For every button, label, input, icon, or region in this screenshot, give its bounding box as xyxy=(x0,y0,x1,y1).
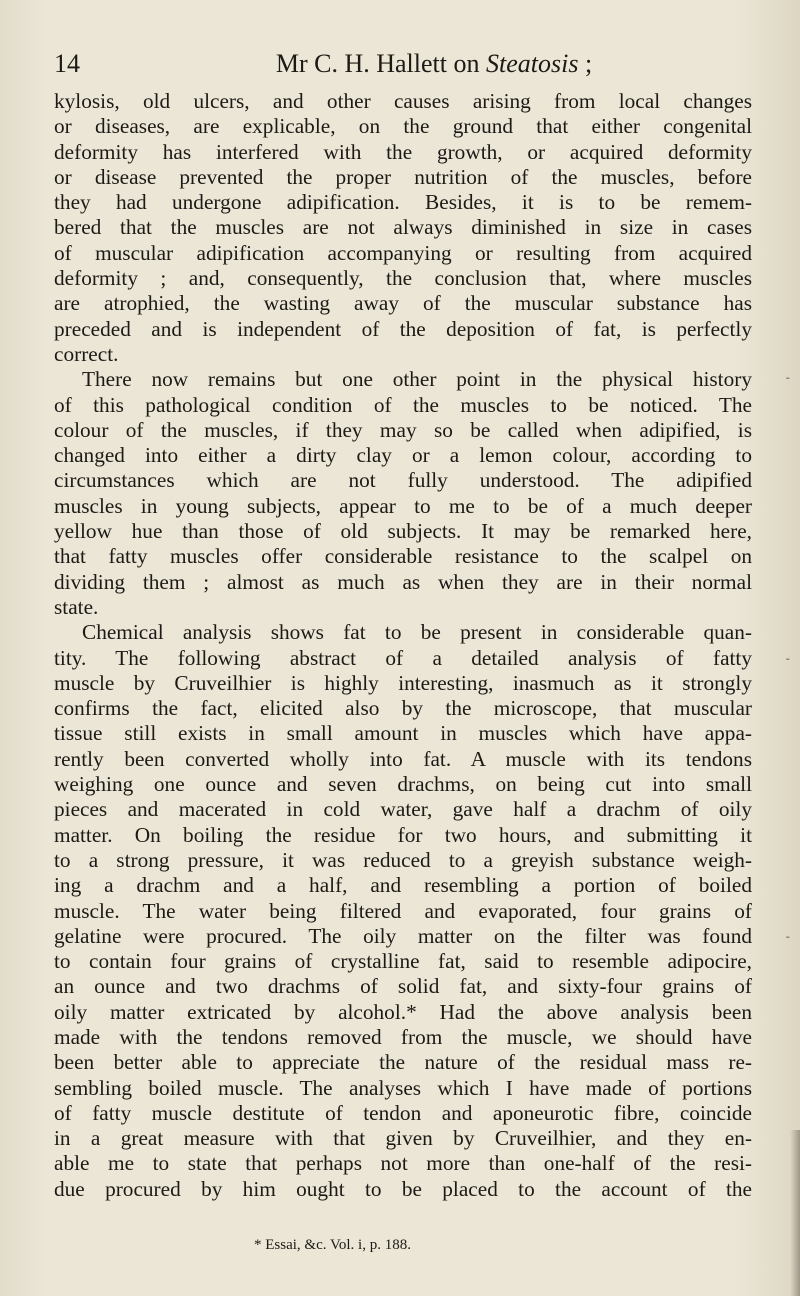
text-line: or disease prevented the proper nutrition of the muscles, before xyxy=(54,164,752,189)
text-line: rently been converted wholly into fat. A muscle with its tendons xyxy=(54,746,752,771)
text-line: are atrophied, the wasting away of the muscular substance has xyxy=(54,291,752,316)
text-line: weighing one ounce and seven drachms, on being cut into small xyxy=(54,772,752,797)
body-text xyxy=(54,89,752,1202)
text-line: an ounce and two drachms of solid fat, and sixty-four grains of xyxy=(54,974,752,999)
text-line: of muscular adipification accompanying or resulting from acquired xyxy=(54,240,752,265)
text-line: preceded and is independent of the deposition of fat, is perfectly xyxy=(54,316,752,341)
text-line: that fatty muscles offer considerable resistance to the scalpel on xyxy=(54,544,752,569)
running-head-italic: Steatosis xyxy=(485,49,579,78)
text-line: kylosis, old ulcers, and other causes arising from local changes xyxy=(54,89,752,113)
text-line: sembling boiled muscle. The analyses which I have made of portions xyxy=(54,1075,752,1100)
text-line: tissue still exists in small amount in muscles which have appa- xyxy=(54,721,752,746)
text-line: matter. On boiling the residue for two hours, and submitting it xyxy=(54,822,752,847)
text-line: made with the tendons removed from the muscle, we should have xyxy=(54,1024,752,1049)
text-line: been better able to appreciate the nature of the residual mass re- xyxy=(54,1050,752,1075)
text-line: bered that the muscles are not always diminished in size in cases xyxy=(54,215,752,240)
text-line: confirms the fact, elicited also by the microscope, that muscular xyxy=(54,696,752,721)
text-line: correct. xyxy=(54,341,119,366)
text-line: tity. The following abstract of a detailed analysis of fatty xyxy=(54,645,752,670)
text-line: or diseases, are explicable, on the ground that either congenital xyxy=(54,114,752,139)
text-line: to a strong pressure, it was reduced to a greyish substance weigh- xyxy=(54,847,752,872)
text-line: able me to state that perhaps not more than one-half of the resi- xyxy=(54,1151,752,1176)
page-edge-shadow xyxy=(790,1130,800,1296)
text-line: muscles in young subjects, appear to me to be of a much deeper xyxy=(54,493,752,518)
text-line: deformity ; and, consequently, the conclusion that, where muscles xyxy=(54,266,752,291)
running-head-prefix: Mr C. H. Hallett on xyxy=(275,49,486,78)
page-number: 14 xyxy=(54,49,80,78)
running-head xyxy=(114,44,754,84)
margin-mark: ˗ xyxy=(786,930,790,942)
running-head-suffix: ; xyxy=(578,49,593,78)
margin-mark: ˗ xyxy=(786,652,790,664)
text-line: to contain four grains of crystalline fat, said to resemble adipocire, xyxy=(54,949,752,974)
text-line: state. xyxy=(54,594,99,619)
text-line: circumstances which are not fully understood. The adipified xyxy=(54,468,752,493)
text-line: There now remains but one other point in the physical history xyxy=(82,367,752,392)
text-line: in a great measure with that given by Cruveilhier, and they en- xyxy=(54,1126,752,1151)
text-line: of this pathological condition of the muscles to be noticed. The xyxy=(54,392,752,417)
text-line: muscle. The water being filtered and evaporated, four grains of xyxy=(54,898,752,923)
text-line: dividing them ; almost as much as when they are in their normal xyxy=(54,569,752,594)
text-line: muscle by Cruveilhier is highly interesting, inasmuch as it strongly xyxy=(54,670,752,695)
text-line: changed into either a dirty clay or a lemon colour, according to xyxy=(54,443,752,468)
text-line: due procured by him ought to be placed to the account of the xyxy=(54,1176,752,1201)
text-line: pieces and macerated in cold water, gave half a drachm of oily xyxy=(54,797,752,822)
footnote: * Essai, &c. Vol. i, p. 188. xyxy=(254,1237,411,1253)
page-header xyxy=(54,44,754,84)
text-line: yellow hue than those of old subjects. It may be remarked here, xyxy=(54,519,752,544)
text-line: gelatine were procured. The oily matter on the filter was found xyxy=(54,923,752,948)
text-line: Chemical analysis shows fat to be present in considerable quan- xyxy=(82,620,752,645)
text-line: deformity has interfered with the growth, or acquired deformity xyxy=(54,139,752,164)
margin-mark: ˗ xyxy=(786,371,790,383)
text-line: ing a drachm and a half, and resembling a portion of boiled xyxy=(54,873,752,898)
text-line: oily matter extricated by alcohol.* Had the above analysis been xyxy=(54,999,752,1024)
text-line: colour of the muscles, if they may so be called when adipified, is xyxy=(54,417,752,442)
text-line: they had undergone adipification. Besides, it is to be remem- xyxy=(54,190,752,215)
text-line: of fatty muscle destitute of tendon and aponeurotic fibre, coincide xyxy=(54,1100,752,1125)
